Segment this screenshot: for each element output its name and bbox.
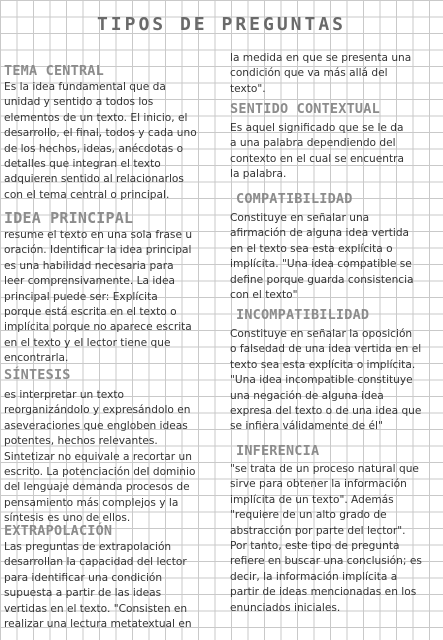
section-idea-principal: [4, 208, 220, 367]
section-heading: SÍNTESIS: [4, 367, 71, 383]
section-body: la medida en que se presenta una condición que va más allá del texto".: [230, 52, 412, 95]
section-body: Es aquel significado que se le da a una palabra dependiendo del contexto en el cual se encuentra la palabra.: [230, 122, 404, 181]
section-sentido-contextual: [230, 100, 438, 183]
section-inferencia: [230, 442, 438, 616]
section-body: resume el texto en una sola frase u oración. Identificar la idea principal es una habilidad necesaria para leer comprensivamente. La idea principal puede ser: Explícita porque está escrita en el texto o implícita porque no aparece escrita en el texto y el lector tiene que encontrarla.: [4, 229, 193, 365]
section-heading: SENTIDO CONTEXTUAL: [230, 101, 380, 117]
section-tema-central: [4, 62, 220, 203]
section-heading: INCOMPATIBILIDAD: [236, 307, 370, 323]
section-body: "se trata de un proceso natural que sirve para obtener la información implícita de un texto". Además "requiere de un alto grado de abstracción por parte del lector". Por tanto, este tipo de pregunta refiere en buscar una conclusión; es decir, la información implícita a partir de ideas mencionadas en los enunciados iniciales.: [230, 463, 422, 614]
section-extrapolacion-continued: [230, 51, 438, 97]
section-body: Es la idea fundamental que da unidad y sentido a todos los elementos de un texto. El inicio, el desarrollo, el final, todos y cada uno de los hechos, ideas, anécdotas o detalles que integran el texto adquieren sentido al relacionarlos con el tema central o principal.: [4, 81, 197, 201]
section-heading: COMPATIBILIDAD: [236, 191, 353, 207]
section-sintesis: [4, 366, 220, 527]
section-body: Constituye en señalar la oposición o falsedad de una idea vertida en el texto sea esta explícita o implícita. "Una idea incompatible constituye una negación de alguna idea expresa del texto o de una idea que se infiera válidamente de él": [230, 328, 422, 433]
section-heading: IDEA PRINCIPAL: [4, 209, 134, 227]
section-heading: INFERENCIA: [236, 443, 320, 459]
section-heading: TEMA CENTRAL: [4, 63, 104, 79]
page-title: TIPOS DE PREGUNTAS: [96, 14, 347, 35]
section-body: es interpretar un texto reorganizándolo y expresándolo en aseveraciones que engloben ideas potentes, hechos relevantes. Sintetizar no equivale a recortar un escrito. La potenciación del dominio del lenguaje demanda procesos de pensamiento más complejos y la síntesis es uno de ellos.: [4, 389, 196, 525]
section-compatibilidad: [230, 190, 438, 303]
section-extrapolacion: [4, 522, 220, 632]
section-body: Las preguntas de extrapolación desarrollan la capacidad del lector para identificar una condición supuesta a partir de las ideas vertidas en el texto. "Consisten en realizar una lectura metatextual en: [4, 541, 192, 631]
section-body: Constituye en señalar una afirmación de alguna idea vertida en el texto sea esta explícita o implícita. "Una idea compatible se define porque guarda consistencia con el texto": [230, 212, 414, 302]
section-incompatibilidad: [230, 306, 438, 435]
section-heading: EXTRAPOLACIÓN: [4, 523, 113, 539]
